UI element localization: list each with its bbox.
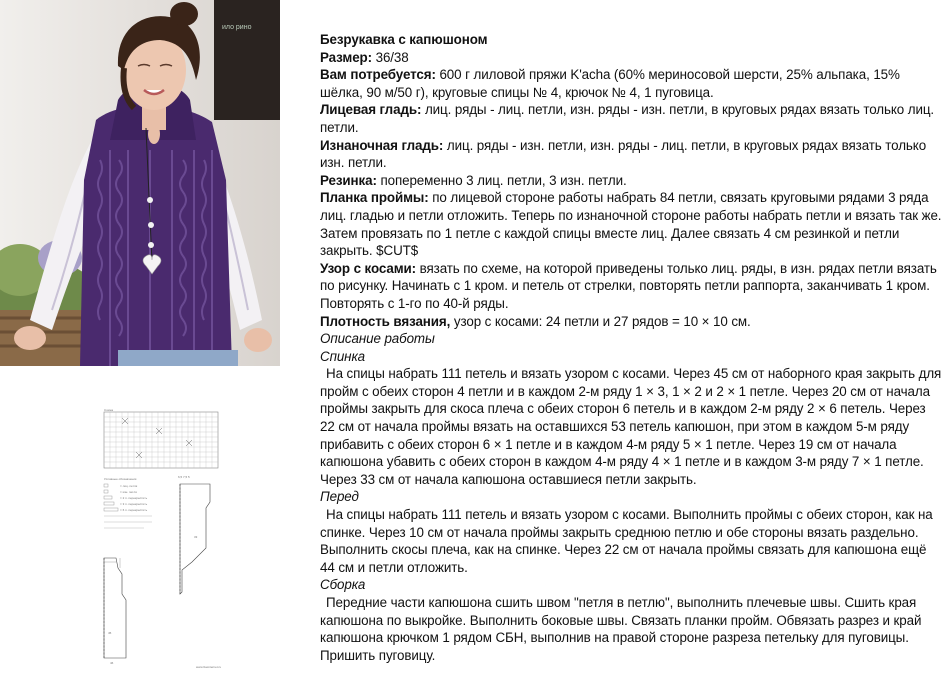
schematic-drawing [96, 398, 236, 678]
armhole-band-label: Планка проймы: [320, 190, 429, 206]
model-figure [0, 0, 280, 366]
assembly-instructions: Передние части капюшона сшить швом "петля в петлю", выполнить плечевые швы. Сшить края капюшона по выкройке. Выполнить боковые швы. Связать планки пройм. Обвязать разрез и край капюшона крючком 1 рядом СБН, выполнив на правой стороне разреза петельку для пуговицы. Пришить пуговицу. [320, 595, 922, 663]
pattern-title: Безрукавка с капюшоном [320, 32, 488, 47]
assembly-heading: Сборка [320, 577, 366, 593]
pattern-text [320, 31, 942, 664]
back-heading: Спинка [320, 348, 366, 364]
top-dimensions: 6,5 7,5 5 [178, 475, 190, 479]
legend-line-3: = 2 п. перекрестить [120, 496, 148, 500]
footer-url: www.liveinternet.ru [196, 665, 222, 669]
gauge-value: узор с косами: 24 петли и 27 рядов = 10 × 10 см. [450, 313, 751, 329]
rib-value: попеременно 3 лиц. петли, 3 изн. петли. [376, 172, 627, 188]
stockinette-label: Лицевая гладь: [320, 102, 422, 118]
materials-value: 600 г лиловой пряжи K'acha (60% мериносовой шерсти, 25% альпака, 15% шёлка, 90 м/50 г), круговые спицы № 4, крючок № 4, 1 пуговица. [320, 67, 900, 100]
legend-line-4: = 3 п. перекрестить [120, 502, 148, 506]
chart-label: Схема [104, 408, 114, 412]
product-photo [0, 0, 280, 366]
size-value: 36/38 [371, 49, 409, 65]
materials-label: Вам потребуется: [320, 67, 436, 83]
legend-title: Условные обозначения [104, 477, 137, 481]
armhole-band-value: по лицевой стороне работы набрать 84 петли, связать круговыми рядами 3 ряда лиц. гладью и петли отложить. Теперь по изнаночной стороне работы набрать петли и вязать так же. Затем провязать по 1 петле с каждой спицы вместе лиц. Далее связать 4 см резинкой и петли закрыть. $CUT$ [320, 190, 942, 259]
body-outline [104, 558, 126, 658]
cable-chart-grid [104, 412, 218, 468]
legend-line-5: = 6 п. перекрестить [120, 508, 148, 512]
back-instructions: На спицы набрать 111 петель и вязать узором с косами. Через 45 см от наборного края закрыть для пройм с обеих сторон 4 петли и в каждом 2-м ряду 1 × 3, 1 × 2 и 2 × 1 петле. Через 20 см от начала проймы закрыть для скоса плеча с обеих сторон 6 петель и в каждом 2-м ряду 2 × 6 петель. Через 22 см от начала проймы вязать на оставшихся 53 петель капюшон, при этом в каждом 5-м ряду прибавить с обеих сторон 6 × 1 петле и в каждом 4-м ряду 5 × 1 петле. Через 19 см от начала капюшона убавить с обеих сторон в каждом 4-м ряду 4 × 1 петле и в каждом 3-м ряду 7 × 1 петле. Через 33 см от начала капюшона оставшиеся петли закрыть. [320, 366, 942, 487]
cable-pattern-label: Узор с косами: [320, 260, 417, 276]
front-heading: Перед [320, 489, 359, 505]
legend-swatches [104, 484, 118, 511]
gauge-label: Плотность вязания, [320, 313, 451, 329]
stockinette-value: лиц. ряды - лиц. петли, изн. ряды - изн. петли, в круговых рядах вязать только лиц. петли. [320, 102, 935, 135]
knitting-schematic [96, 398, 236, 678]
body-dimension: 45 [108, 631, 112, 635]
hood-dimension: 33 [194, 535, 198, 539]
cable-pattern-value: вязать по схеме, на которой приведены только лиц. ряды, в изн. рядах петли вязать по рисунку. Начинать с 1 кром. и петель от стрелки, повторять петли раппорта, заканчивать 1 кром. Повторять с 1-го по 40-й ряды. [320, 260, 937, 311]
work-description-heading: Описание работы [320, 331, 435, 347]
legend-line-2: = изн. петля [120, 490, 137, 494]
reverse-stockinette-label: Изнаночная гладь: [320, 137, 444, 153]
reverse-stockinette-value: лиц. ряды - изн. петли, изн. ряды - лиц. петли, в круговых рядах вязать только изн. петли. [320, 137, 927, 171]
size-label: Размер: [320, 49, 372, 65]
front-instructions: На спицы набрать 111 петель и вязать узором с косами. Выполнить проймы с обеих сторон, как на спинке. Через 10 см от начала проймы закрыть среднюю петлю и обе стороны вязать раздельно. Выполнить скосы плеча, как на спинке. Через 22 см от начала проймы связать для капюшона ещё 44 см и петли отложить. [320, 507, 933, 575]
rib-label: Резинка: [320, 172, 377, 188]
door-sign: ило рино [222, 24, 252, 31]
width-dimension: 46 [110, 661, 114, 665]
legend-line-1: = лиц. петля [120, 484, 138, 488]
hood-outline [180, 484, 210, 594]
